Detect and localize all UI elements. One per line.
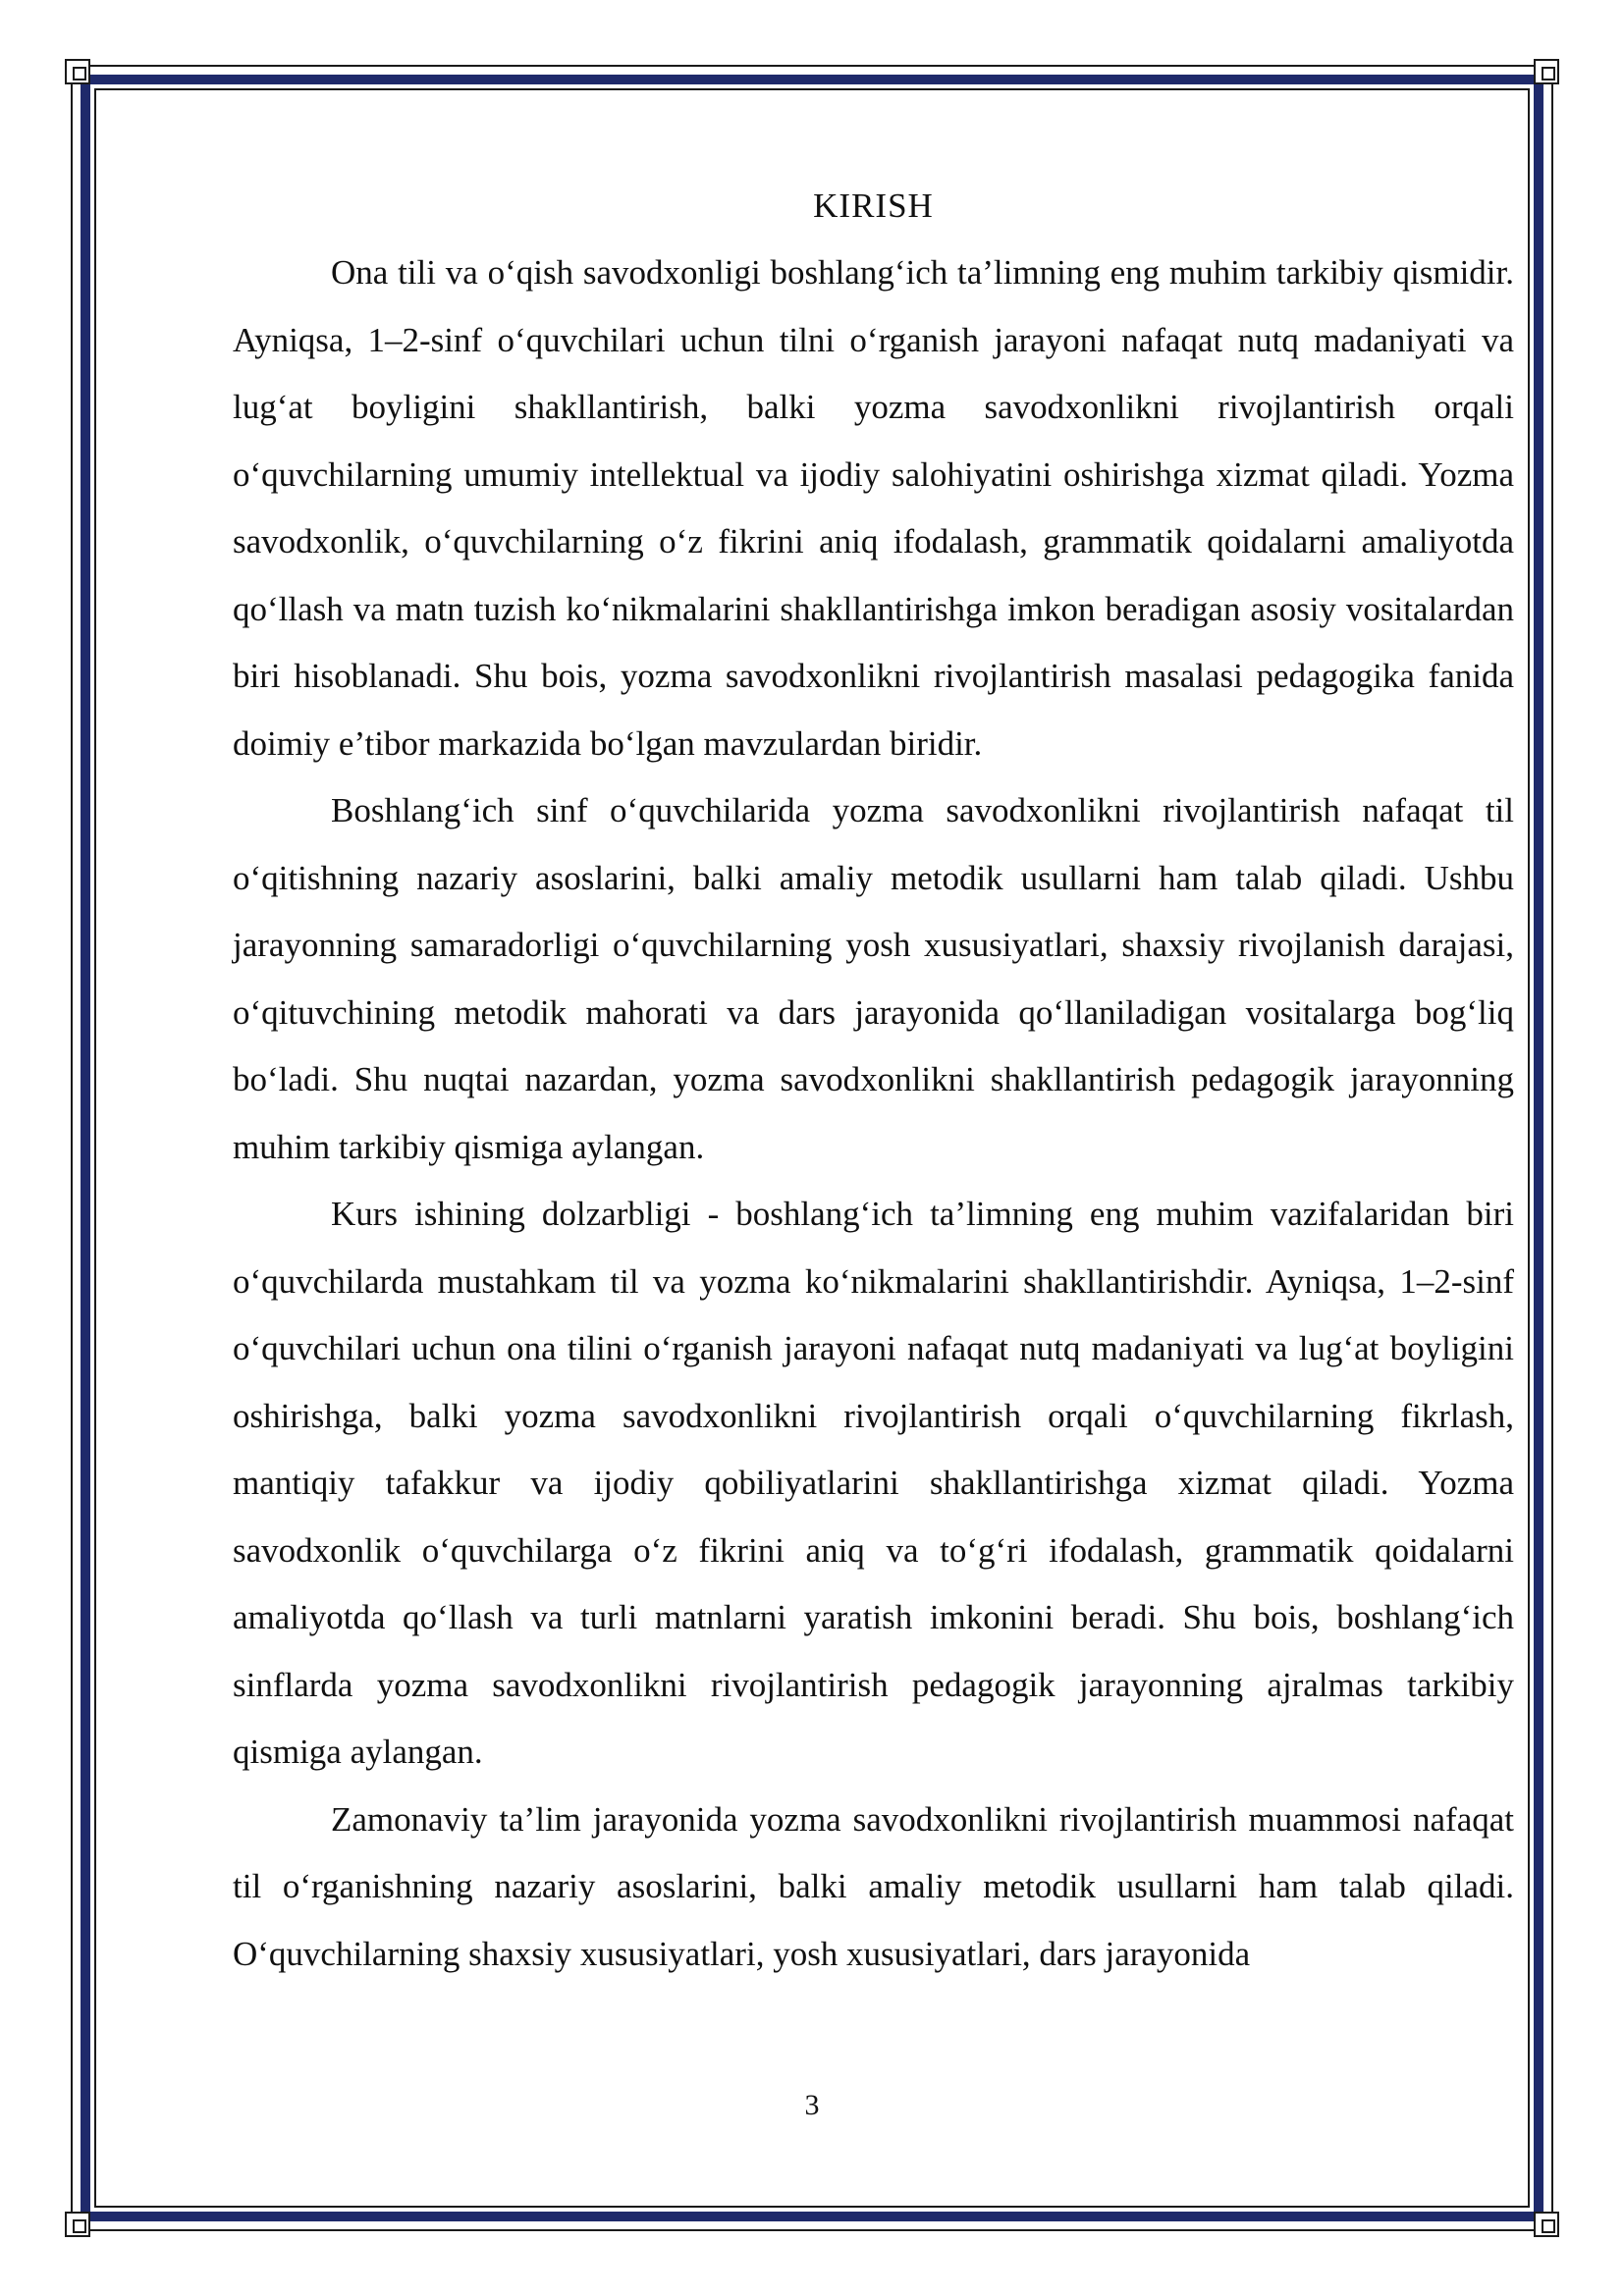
frame-corner-ornament-icon [1534,59,1559,84]
page-number: 3 [804,2089,820,2121]
frame-corner-ornament-icon [65,59,90,84]
section-heading: KIRISH [813,187,934,225]
paragraph: Kurs ishining dolzarbligi - boshlang‘ich ta’limning eng muhim vazifalaridan biri o‘quvchilarda mustahkam til va yozma ko‘nikmalarini shakllantirishdir. Ayniqsa, 1–2-sinf o‘quvchilari uchun ona tilini o‘rganish jarayoni nafaqat nutq madaniyati va lug‘at boyligini oshirishga, balki yozma savodxonlikni rivojlantirish orqali o‘quvchilarning fikrlash, mantiqiy tafakkur va ijodiy qobiliyatlarini shakllantirishga xizmat qiladi. Yozma savodxonlik o‘quvchilarga o‘z fikrini aniq va to‘g‘ri ifodalash, grammatik qoidalarni amaliyotda qo‘llash va turli matnlarni yaratish imkonini beradi. Shu bois, boshlang‘ich sinflarda yozma savodxonlikni rivojlantirish pedagogik jarayonning ajralmas tarkibiy qismiga aylangan. [233,1195,1514,1771]
frame-corner-ornament-icon [65,2212,90,2237]
document-body [233,173,1514,1988]
frame-corner-ornament-icon [1534,2212,1559,2237]
paragraph: Ona tili va o‘qish savodxonligi boshlang‘ich ta’limning eng muhim tarkibiy qismidir. Ayniqsa, 1–2-sinf o‘quvchilari uchun tilni o‘rganish jarayoni nafaqat nutq madaniyati va lug‘at boyligini shakllantirish, balki yozma savodxonlikni rivojlantirish orqali o‘quvchilarning umumiy intellektual va ijodiy salohiyatini oshirishga xizmat qiladi. Yozma savodxonlik, o‘quvchilarning o‘z fikrini aniq ifodalash, grammatik qoidalarni amaliyotda qo‘llash va matn tuzish ko‘nikmalarini shakllantirishga imkon beradigan asosiy vositalardan biri hisoblanadi. Shu bois, yozma savodxonlikni rivojlantirish masalasi pedagogika fanida doimiy e’tibor markazida bo‘lgan mavzulardan biridir. [233,253,1514,763]
paragraph: Zamonaviy ta’lim jarayonida yozma savodxonlikni rivojlantirish muammosi nafaqat til o‘rganishning nazariy asoslarini, balki amaliy metodik usullarni ham talab qiladi. O‘quvchilarning shaxsiy xususiyatlari, yosh xususiyatlari, dars jarayonida [233,1799,1514,1973]
paragraph: Boshlang‘ich sinf o‘quvchilarida yozma savodxonlikni rivojlantirish nafaqat til o‘qitishning nazariy asoslarini, balki amaliy metodik usullarni ham talab qiladi. Ushbu jarayonning samaradorligi o‘quvchilarning yosh xususiyatlari, shaxsiy rivojlanish darajasi, o‘qituvchining metodik mahorati va dars jarayonida qo‘llaniladigan vositalarga bog‘liq bo‘ladi. Shu nuqtai nazardan, yozma savodxonlikni shakllantirish pedagogik jarayonning muhim tarkibiy qismiga aylangan. [233,791,1514,1166]
